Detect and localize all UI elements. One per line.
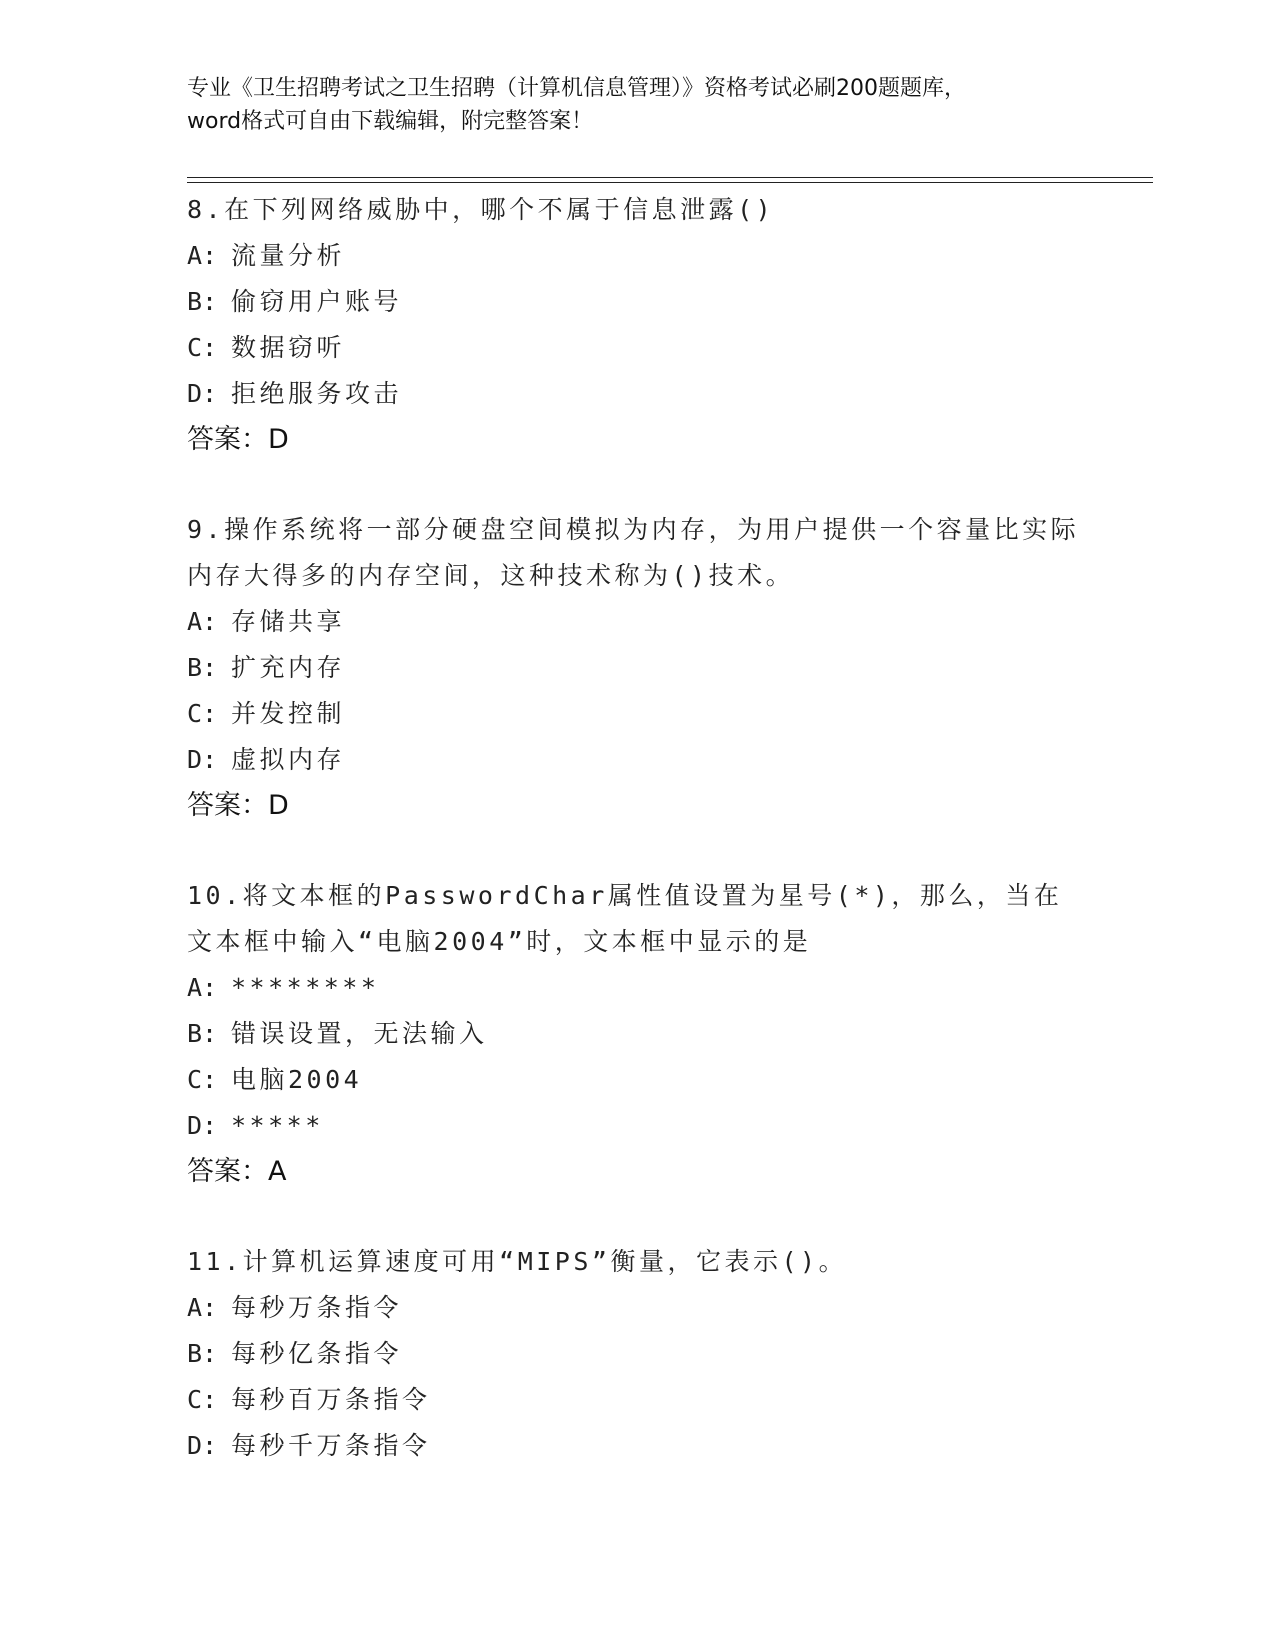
option-a bbox=[187, 233, 1087, 279]
option-d bbox=[187, 737, 1087, 783]
option-d bbox=[187, 371, 1087, 417]
header-divider-top bbox=[187, 177, 1153, 178]
option-c bbox=[187, 1377, 1087, 1423]
option-letter: C: bbox=[187, 699, 218, 728]
option-text: ******** bbox=[231, 973, 380, 1002]
option-b bbox=[187, 1011, 1087, 1057]
option-letter: D: bbox=[187, 1431, 218, 1460]
option-letter: C: bbox=[187, 333, 218, 362]
option-letter: C: bbox=[187, 1065, 218, 1094]
question-text: 9.操作系统将一部分硬盘空间模拟为内存，为用户提供一个容量比实际内存大得多的内存空间，这种技术称为()技术。 bbox=[187, 515, 1080, 590]
option-text: 每秒万条指令 bbox=[231, 1293, 403, 1322]
option-text: 拒绝服务攻击 bbox=[231, 379, 403, 408]
option-b bbox=[187, 279, 1087, 325]
option-letter: A: bbox=[187, 241, 218, 270]
option-text: 流量分析 bbox=[231, 241, 346, 270]
question-8 bbox=[187, 187, 1087, 463]
option-letter: D: bbox=[187, 379, 218, 408]
document-header bbox=[187, 72, 1087, 138]
option-letter: B: bbox=[187, 653, 218, 682]
option-text: ***** bbox=[231, 1111, 324, 1140]
option-letter: A: bbox=[187, 973, 218, 1002]
option-text: 每秒百万条指令 bbox=[231, 1385, 431, 1414]
option-text: 扩充内存 bbox=[231, 653, 346, 682]
option-letter: D: bbox=[187, 1111, 218, 1140]
answer: 答案：D bbox=[187, 424, 289, 455]
option-c bbox=[187, 1057, 1087, 1103]
option-text: 偷窃用户账号 bbox=[231, 287, 403, 316]
option-a bbox=[187, 965, 1087, 1011]
option-letter: B: bbox=[187, 287, 218, 316]
question-list bbox=[187, 187, 1087, 1513]
header-divider-bottom bbox=[187, 182, 1153, 183]
option-text: 虚拟内存 bbox=[231, 745, 346, 774]
question-text: 8.在下列网络威胁中，哪个不属于信息泄露() bbox=[187, 195, 775, 224]
option-b bbox=[187, 1331, 1087, 1377]
option-d bbox=[187, 1423, 1087, 1469]
answer: 答案：A bbox=[187, 1156, 287, 1187]
question-10 bbox=[187, 873, 1087, 1195]
option-letter: C: bbox=[187, 1385, 218, 1414]
option-c bbox=[187, 691, 1087, 737]
option-text: 错误设置，无法输入 bbox=[231, 1019, 488, 1048]
question-text: 10.将文本框的PasswordChar属性值设置为星号(*)，那么，当在文本框中输入“电脑2004”时，文本框中显示的是 bbox=[187, 881, 1063, 956]
option-text: 每秒千万条指令 bbox=[231, 1431, 431, 1460]
option-letter: A: bbox=[187, 1293, 218, 1322]
option-letter: B: bbox=[187, 1019, 218, 1048]
option-b bbox=[187, 645, 1087, 691]
option-letter: D: bbox=[187, 745, 218, 774]
option-a bbox=[187, 599, 1087, 645]
option-a bbox=[187, 1285, 1087, 1331]
question-9 bbox=[187, 507, 1087, 829]
header-line-2: word格式可自由下载编辑，附完整答案！ bbox=[187, 109, 594, 134]
question-11 bbox=[187, 1239, 1087, 1469]
answer: 答案：D bbox=[187, 790, 289, 821]
option-d bbox=[187, 1103, 1087, 1149]
option-text: 并发控制 bbox=[231, 699, 346, 728]
option-c bbox=[187, 325, 1087, 371]
option-text: 存储共享 bbox=[231, 607, 346, 636]
option-text: 每秒亿条指令 bbox=[231, 1339, 403, 1368]
option-text: 电脑2004 bbox=[231, 1065, 363, 1094]
header-line-1: 专业《卫生招聘考试之卫生招聘（计算机信息管理）》资格考试必刷200题题库， bbox=[187, 76, 966, 101]
option-letter: B: bbox=[187, 1339, 218, 1368]
option-letter: A: bbox=[187, 607, 218, 636]
option-text: 数据窃听 bbox=[231, 333, 346, 362]
question-text: 11.计算机运算速度可用“MIPS”衡量，它表示()。 bbox=[187, 1247, 848, 1276]
